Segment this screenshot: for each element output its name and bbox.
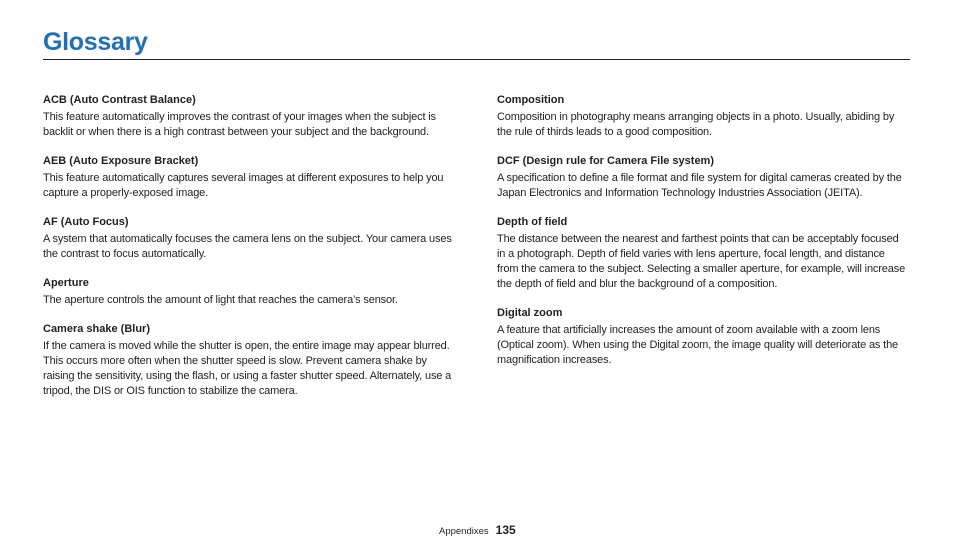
glossary-term: ACB (Auto Contrast Balance): [43, 94, 196, 106]
glossary-term: Digital zoom: [497, 307, 563, 319]
page-number: 135: [495, 523, 516, 537]
glossary-term: Composition: [497, 94, 565, 106]
glossary-entry: [43, 215, 461, 262]
glossary-definition: If the camera is moved while the shutter is open, the entire image may appear blurred. This occurs more often when the shutter speed is slow. Prevent camera shake by raising the sensitivity, using the flash, or using a faster shutter speed. Alternately, use a tripod, the DIS or OIS function to stabilize the camera.: [43, 340, 452, 397]
glossary-definition: This feature automatically captures several images at different exposures to help you capture a properly-exposed image.: [43, 172, 444, 199]
glossary-column-left: [43, 93, 461, 413]
glossary-definition: This feature automatically improves the contrast of your images when the subject is backlit or when there is a high contrast between your subject and the background.: [43, 111, 436, 138]
glossary-entry: [43, 322, 461, 399]
glossary-term: AEB (Auto Exposure Bracket): [43, 155, 199, 167]
glossary-definition: A specification to define a file format and file system for digital cameras created by the Japan Electronics and Information Technology Industries Association (JEITA).: [497, 172, 902, 199]
glossary-entry: [43, 154, 461, 201]
glossary-definition: A system that automatically focuses the camera lens on the subject. Your camera uses the contrast to focus automatically.: [43, 233, 452, 260]
glossary-term: Camera shake (Blur): [43, 323, 150, 335]
glossary-term: AF (Auto Focus): [43, 216, 129, 228]
glossary-entry: [43, 276, 461, 308]
page-footer: [439, 522, 516, 540]
page-title: Glossary: [43, 28, 148, 56]
glossary-entry: [497, 306, 909, 368]
glossary-term: DCF (Design rule for Camera File system): [497, 155, 715, 167]
glossary-definition: The distance between the nearest and farthest points that can be acceptably focused in a photograph. Depth of field varies with lens aperture, focal length, and distance from the camera to the subject. Selecting a smaller aperture, for example, will increase the depth of field and blur the background of a composition.: [497, 233, 906, 290]
glossary-entry: [497, 215, 909, 292]
footer-section-label: Appendixes: [439, 526, 489, 537]
glossary-entry: [497, 154, 909, 201]
glossary-definition: A feature that artificially increases the amount of zoom available with a zoom lens (Optical zoom). When using the Digital zoom, the image quality will deteriorate as the magnification increases.: [497, 324, 899, 366]
title-divider: [43, 59, 910, 60]
glossary-definition: Composition in photography means arranging objects in a photo. Usually, abiding by the rule of thirds leads to a good composition.: [497, 111, 895, 138]
glossary-term: Depth of field: [497, 216, 568, 228]
glossary-entry: [497, 93, 909, 140]
glossary-term: Aperture: [43, 277, 89, 289]
glossary-entry: [43, 93, 461, 140]
glossary-definition: The aperture controls the amount of light that reaches the camera’s sensor.: [43, 294, 398, 306]
glossary-column-right: [497, 93, 909, 382]
